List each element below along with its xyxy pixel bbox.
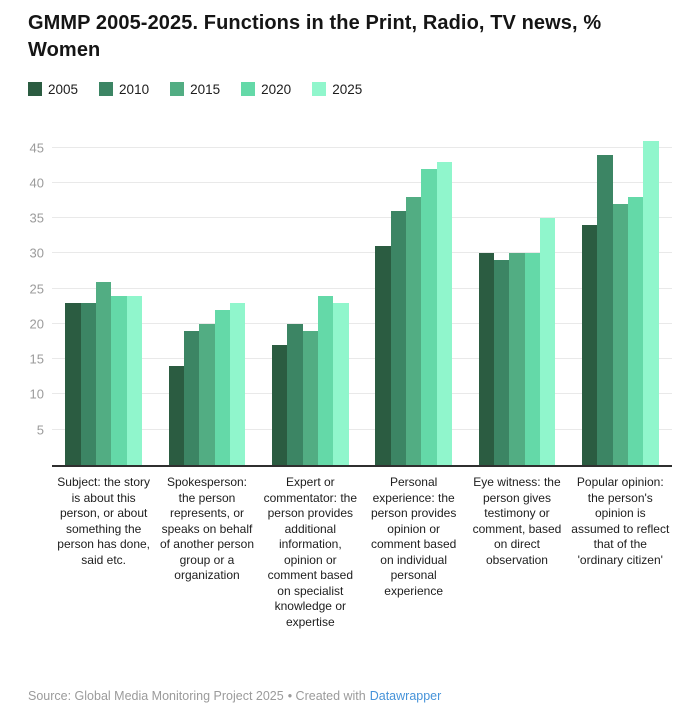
bar-2025-group-6[interactable] (643, 141, 658, 465)
category-label-6: Popular opinion: the person's opinion is assumed to reflect that of the 'ordinary citizen' (571, 475, 670, 567)
legend-label: 2010 (119, 81, 150, 97)
bar-2020-group-2[interactable] (215, 310, 230, 465)
legend-label: 2025 (332, 81, 363, 97)
legend-item-2015 (170, 82, 220, 97)
category-label-5: Eye witness: the person gives testimony or comment, based on direct observation (472, 475, 562, 567)
bar-2005-group-3[interactable] (272, 345, 287, 465)
legend-item-2025 (312, 82, 362, 97)
legend-label: 2020 (261, 81, 292, 97)
bar-2020-group-4[interactable] (421, 169, 436, 465)
x-axis-labels (52, 467, 672, 630)
bar-2025-group-1[interactable] (127, 296, 142, 465)
bar-2015-group-6[interactable] (613, 204, 628, 465)
legend-swatch-2020 (241, 82, 255, 96)
chart-title: GMMP 2005-2025. Functions in the Print, Radio, TV news, % Women (28, 12, 602, 61)
bar-2015-group-4[interactable] (406, 197, 421, 465)
bar-group-2 (155, 130, 258, 465)
category-label-4: Personal experience: the person provides opinion or comment based on individual personal experience (370, 475, 457, 598)
bar-2010-group-4[interactable] (391, 211, 406, 465)
bar-2005-group-6[interactable] (582, 225, 597, 465)
bar-2010-group-1[interactable] (81, 303, 96, 465)
y-axis-tick-label: 10 (29, 386, 44, 402)
footer (28, 689, 441, 703)
bar-2020-group-3[interactable] (318, 296, 333, 465)
category-label-1: Subject: the story is about this person, or about something the person has done, said etc. (57, 475, 151, 567)
legend-item-2010 (99, 82, 149, 97)
legend (28, 81, 672, 97)
bar-2025-group-3[interactable] (333, 303, 348, 465)
y-axis-tick-label: 45 (29, 140, 44, 156)
y-axis-tick-label: 30 (29, 245, 44, 261)
bar-2020-group-5[interactable] (525, 253, 540, 465)
bar-group-3 (259, 130, 362, 465)
y-axis-tick-label: 35 (29, 210, 44, 226)
datawrapper-link[interactable]: Datawrapper (369, 689, 442, 703)
bar-2020-group-1[interactable] (111, 296, 126, 465)
legend-item-2005 (28, 82, 78, 97)
bar-2005-group-4[interactable] (375, 246, 390, 465)
bar-group-1 (52, 130, 155, 465)
chart (28, 130, 672, 630)
bar-group-6 (569, 130, 672, 465)
bar-2015-group-5[interactable] (509, 253, 524, 465)
bar-2020-group-6[interactable] (628, 197, 643, 465)
bar-2010-group-5[interactable] (494, 260, 509, 465)
bar-2015-group-1[interactable] (96, 282, 111, 465)
bar-2015-group-3[interactable] (303, 331, 318, 465)
legend-label: 2015 (190, 81, 221, 97)
legend-label: 2005 (48, 81, 79, 97)
y-axis-tick-label: 25 (29, 281, 44, 297)
footer-source-text: Source: Global Media Monitoring Project 2025 (28, 689, 284, 703)
y-axis-tick-label: 20 (29, 316, 44, 332)
bar-2015-group-2[interactable] (199, 324, 214, 465)
category-label-3: Expert or commentator: the person provides additional information, opinion or comment based on specialist knowledge or expertise (263, 475, 357, 629)
legend-swatch-2005 (28, 82, 42, 96)
y-axis-tick-label: 15 (29, 351, 44, 367)
legend-item-2020 (241, 82, 291, 97)
bar-2025-group-5[interactable] (540, 218, 555, 465)
bar-2005-group-5[interactable] (479, 253, 494, 465)
bar-2010-group-6[interactable] (597, 155, 612, 465)
footer-created-with-text: • Created with (287, 689, 366, 703)
bar-2005-group-1[interactable] (65, 303, 80, 465)
bar-2010-group-3[interactable] (287, 324, 302, 465)
bar-2025-group-2[interactable] (230, 303, 245, 465)
bar-group-5 (465, 130, 568, 465)
bar-2010-group-2[interactable] (184, 331, 199, 465)
plot-area (29, 130, 672, 467)
bar-2025-group-4[interactable] (437, 162, 452, 465)
bar-group-4 (362, 130, 465, 465)
legend-swatch-2025 (312, 82, 326, 96)
legend-swatch-2010 (99, 82, 113, 96)
legend-swatch-2015 (170, 82, 184, 96)
bar-2005-group-2[interactable] (169, 366, 184, 465)
bars-area (52, 130, 672, 465)
y-axis-tick-label: 40 (29, 175, 44, 191)
category-label-2: Spokesperson: the person represents, or speaks on behalf of another person group or a organization (159, 475, 255, 582)
y-axis-tick-label: 5 (36, 422, 44, 438)
